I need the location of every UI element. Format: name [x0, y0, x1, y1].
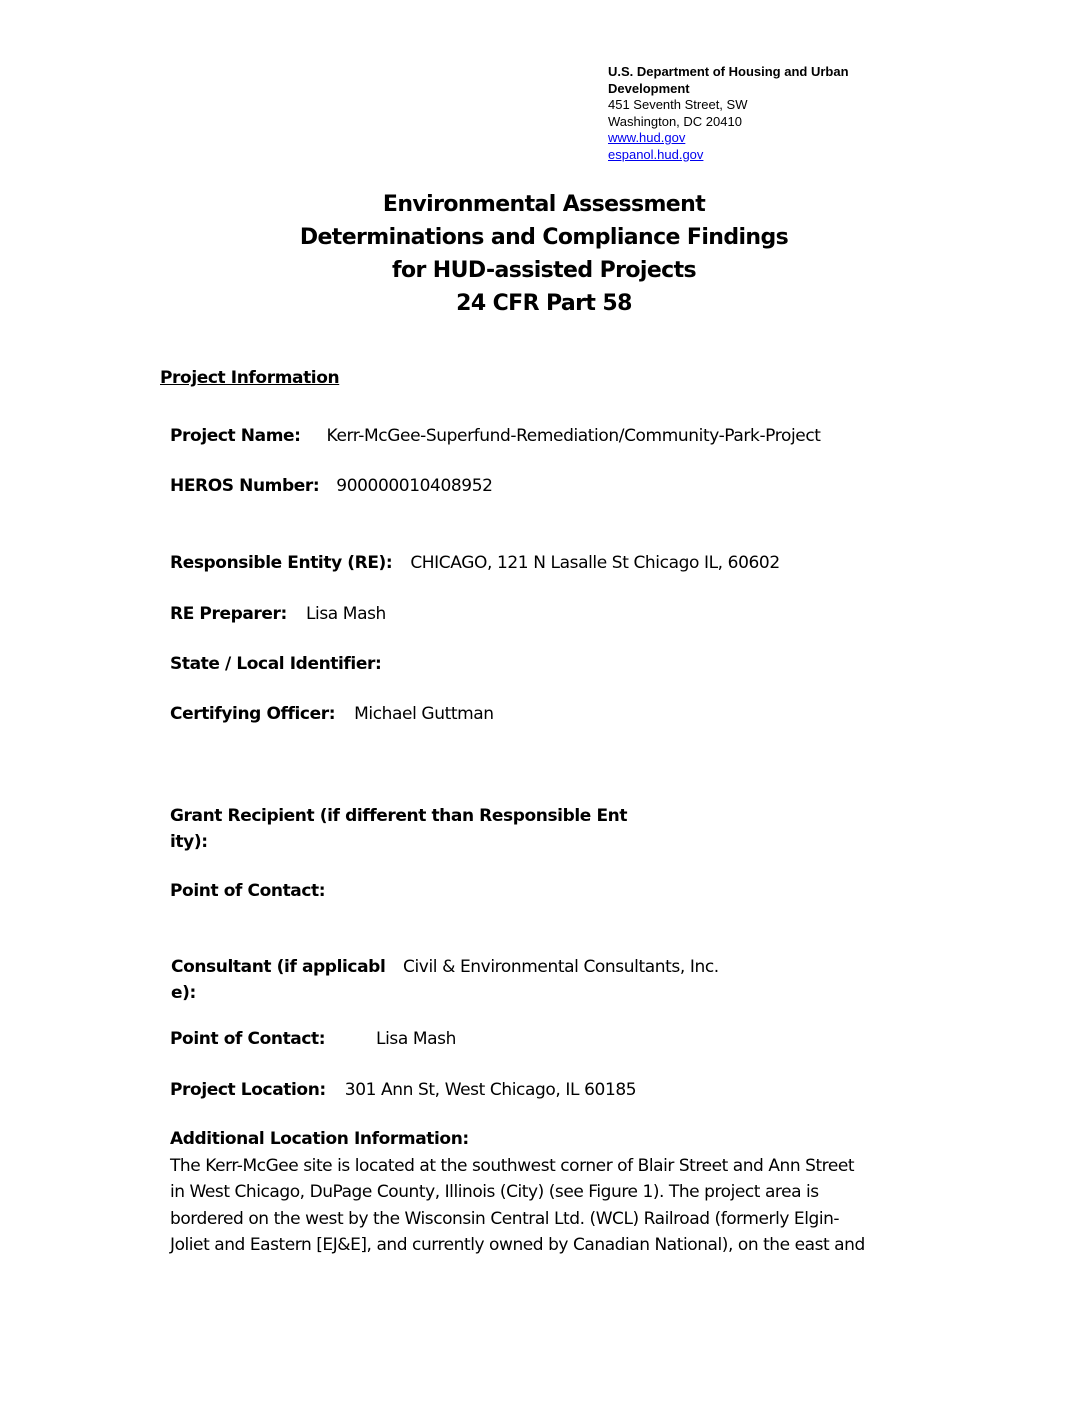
certifying-officer-label: Certifying Officer:	[170, 704, 336, 724]
point-of-contact-1-field	[170, 878, 343, 904]
hud-org-name-line2: Development	[608, 80, 690, 96]
paragraph-line: in West Chicago, DuPage County, Illinois (City) (see Figure 1). The project area is	[170, 1182, 819, 1203]
title-line1: Environmental Assessment	[382, 192, 706, 217]
paragraph-line: bordered on the west by the Wisconsin Central Ltd. (WCL) Railroad (formerly Elgin-	[170, 1208, 840, 1229]
hud-espanol-link[interactable]: espanol.hud.gov	[608, 146, 704, 162]
responsible-entity-value: CHICAGO, 121 N Lasalle St Chicago IL, 60602	[410, 553, 780, 573]
re-preparer-field	[170, 601, 386, 627]
heros-number-field	[170, 473, 493, 499]
certifying-officer-field	[170, 701, 494, 727]
project-name-label: Project Name:	[170, 426, 301, 446]
project-information-heading: Project Information	[160, 368, 340, 388]
title-line3: for HUD-assisted Projects	[392, 258, 696, 283]
title-line2: Determinations and Compliance Findings	[299, 225, 789, 250]
grant-recipient-label-line1: Grant Recipient (if different than Responsible Ent	[170, 806, 628, 826]
additional-location-paragraph	[170, 1153, 920, 1258]
project-location-value: 301 Ann St, West Chicago, IL 60185	[344, 1080, 637, 1100]
hud-address-line2: Washington, DC 20410	[608, 113, 742, 129]
consultant-label-line1: Consultant (if applicabl	[171, 957, 386, 977]
grant-recipient-label-line2: ity):	[170, 832, 208, 852]
re-preparer-value: Lisa Mash	[305, 604, 386, 624]
point-of-contact-2-value: Lisa Mash	[376, 1029, 456, 1049]
point-of-contact-1-label: Point of Contact:	[170, 881, 326, 901]
heros-number-value: 900000010408952	[336, 476, 493, 496]
grant-recipient-label	[170, 803, 627, 855]
project-location-label: Project Location:	[170, 1080, 326, 1100]
certifying-officer-value: Michael Guttman	[354, 704, 494, 724]
hud-address-block	[608, 64, 908, 163]
title-line4: 24 CFR Part 58	[456, 291, 632, 316]
consultant-value: Civil & Environmental Consultants, Inc.	[403, 957, 719, 977]
point-of-contact-2-field	[170, 1026, 325, 1052]
state-local-identifier-field	[170, 651, 399, 677]
project-location-field	[170, 1077, 636, 1103]
project-name-value: Kerr-McGee-Superfund-Remediation/Community-Park-Project	[326, 426, 821, 446]
project-name-field	[170, 423, 821, 449]
responsible-entity-field	[170, 550, 780, 576]
responsible-entity-label: Responsible Entity (RE):	[170, 553, 393, 573]
hud-website-link[interactable]: www.hud.gov	[608, 130, 686, 145]
point-of-contact-2-label: Point of Contact:	[170, 1029, 326, 1049]
document-title	[0, 188, 1088, 320]
hud-org-name-line1: U.S. Department of Housing and Urban	[608, 64, 849, 79]
consultant-label-line2: e):	[171, 983, 196, 1003]
re-preparer-label: RE Preparer:	[170, 604, 287, 624]
hud-address-line1: 451 Seventh Street, SW	[608, 97, 748, 112]
additional-location-label-field	[170, 1126, 469, 1152]
paragraph-line: The Kerr-McGee site is located at the southwest corner of Blair Street and Ann Street	[170, 1156, 855, 1176]
state-local-identifier-label: State / Local Identifier:	[170, 654, 382, 674]
additional-location-label: Additional Location Information:	[170, 1129, 469, 1149]
consultant-label	[171, 954, 385, 1006]
heros-number-label: HEROS Number:	[170, 476, 320, 496]
paragraph-line: Joliet and Eastern [EJ&E], and currently owned by Canadian National), on the east and	[170, 1234, 865, 1255]
